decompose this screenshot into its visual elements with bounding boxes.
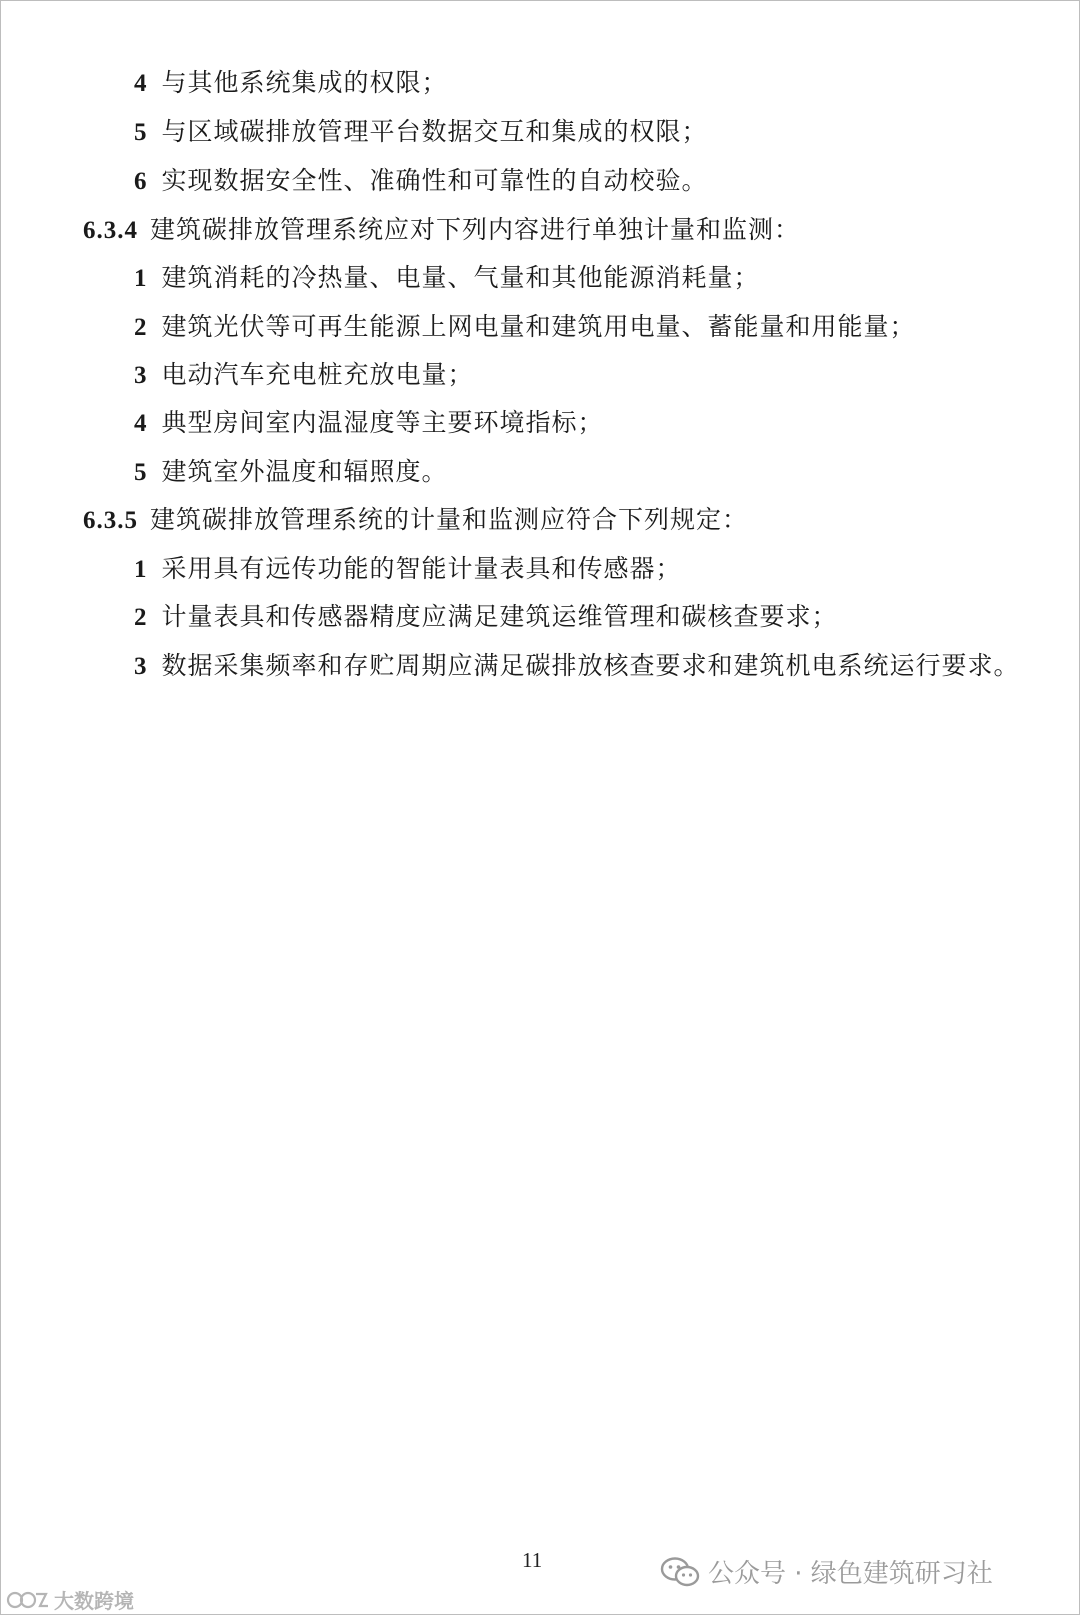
item-text: 电动汽车充电桩充放电量； xyxy=(161,360,474,389)
item-number: 4 xyxy=(134,70,148,97)
item-number: 4 xyxy=(134,410,148,437)
clause-text: 建筑碳排放管理系统应对下列内容进行单独计量和监测： xyxy=(150,215,801,244)
wechat-icon xyxy=(660,1556,700,1588)
item-text: 计量表具和传感器精度应满足建筑运维管理和碳核查要求； xyxy=(161,602,838,631)
item-text: 与其他系统集成的权限； xyxy=(161,68,448,97)
list-item xyxy=(134,263,760,294)
item-text: 建筑光伏等可再生能源上网电量和建筑用电量、蓄能量和用能量； xyxy=(161,312,916,341)
clause-6-3-4 xyxy=(83,215,800,246)
item-number: 6 xyxy=(134,168,148,195)
corner-watermark xyxy=(6,1585,134,1614)
list-item xyxy=(134,360,474,391)
item-number: 2 xyxy=(134,314,148,341)
clause-number: 6.3.4 xyxy=(83,217,138,244)
list-item xyxy=(134,651,1020,682)
item-number: 1 xyxy=(134,265,148,292)
item-text: 采用具有远传功能的智能计量表具和传感器； xyxy=(161,554,682,583)
list-item xyxy=(134,166,708,197)
item-number: 1 xyxy=(134,556,148,583)
list-item xyxy=(134,117,708,148)
brand-logo-icon xyxy=(6,1588,50,1612)
list-item xyxy=(134,554,682,585)
item-number: 2 xyxy=(134,604,148,631)
item-text: 建筑室外温度和辐照度。 xyxy=(161,457,448,486)
item-number: 5 xyxy=(134,119,148,146)
page-number: 11 xyxy=(522,1548,543,1572)
item-text: 典型房间室内温湿度等主要环境指标； xyxy=(161,408,604,437)
list-item xyxy=(134,312,916,343)
list-item xyxy=(134,68,448,99)
item-number: 5 xyxy=(134,459,148,486)
item-number: 3 xyxy=(134,362,148,389)
wechat-watermark-text: 公众号 · 绿色建筑研习社 xyxy=(708,1559,993,1589)
item-text: 数据采集频率和存贮周期应满足碳排放核查要求和建筑机电系统运行要求。 xyxy=(161,651,1020,680)
clause-number: 6.3.5 xyxy=(83,507,138,534)
clause-text: 建筑碳排放管理系统的计量和监测应符合下列规定： xyxy=(150,505,749,534)
item-text: 与区域碳排放管理平台数据交互和集成的权限； xyxy=(161,117,708,146)
list-item xyxy=(134,457,448,488)
item-text: 建筑消耗的冷热量、电量、气量和其他能源消耗量； xyxy=(161,263,760,292)
clause-6-3-5 xyxy=(83,505,748,536)
item-text: 实现数据安全性、准确性和可靠性的自动校验。 xyxy=(161,166,708,195)
list-item xyxy=(134,408,604,439)
corner-watermark-text: 大数跨境 xyxy=(54,1589,134,1613)
wechat-watermark xyxy=(660,1553,993,1590)
item-number: 3 xyxy=(134,653,148,680)
list-item xyxy=(134,602,838,633)
